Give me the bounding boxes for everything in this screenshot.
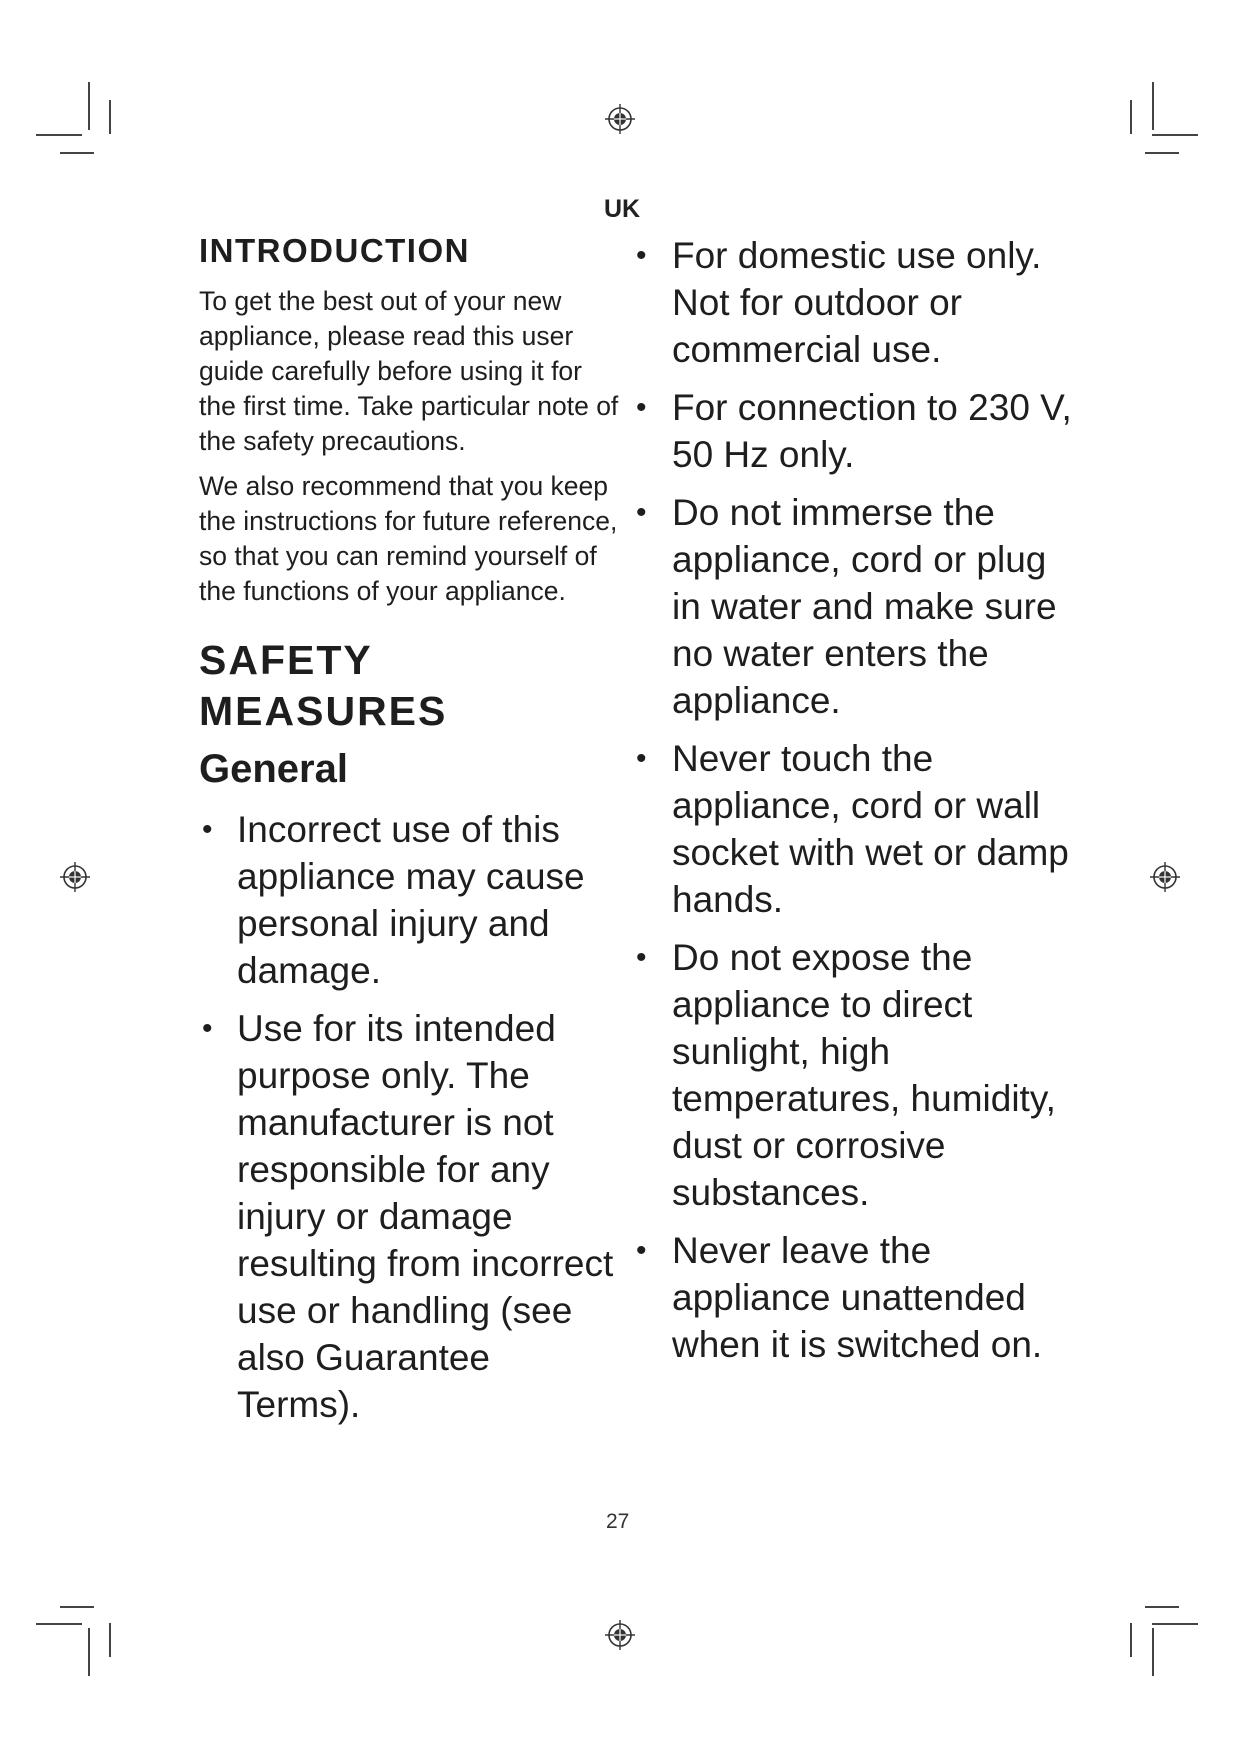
crop-mark (1152, 1628, 1154, 1676)
list-item-text: Never touch the appliance, cord or wall socket with wet or damp hands. (672, 738, 1069, 920)
list-item (630, 384, 1080, 478)
crop-mark (109, 100, 111, 134)
safety-list-left (199, 806, 619, 1428)
registration-mark-icon (605, 1620, 635, 1650)
right-column (630, 232, 1080, 1379)
list-item-text: For domestic use only. Not for outdoor or commercial use. (672, 235, 1042, 370)
crop-mark (1145, 1606, 1179, 1608)
bullet-icon: • (636, 496, 647, 529)
crop-mark (36, 1623, 82, 1625)
bullet-icon: • (202, 813, 213, 846)
safety-measures-heading: SAFETY MEASURES (199, 637, 448, 734)
list-item-text: Incorrect use of this appliance may cause personal injury and damage. (237, 809, 585, 991)
safety-list-right (630, 232, 1080, 1368)
crop-mark (1130, 1623, 1132, 1657)
list-item (630, 1227, 1080, 1368)
bullet-icon: • (202, 1012, 213, 1045)
crop-mark (1152, 134, 1198, 136)
intro-paragraph: To get the best out of your new appliance, please read this user guide carefully before using it for the first time. Take particular note of the safety precautions. (199, 286, 619, 456)
general-subheading: General (199, 747, 348, 791)
section-language-code: UK (604, 195, 641, 223)
list-item-text: Use for its intended purpose only. The manufacturer is not responsible for any injury or damage resulting from incorrect use or handling (see also Guarantee Terms). (237, 1008, 614, 1425)
bullet-icon: • (636, 1234, 647, 1267)
crop-mark (36, 134, 82, 136)
crop-mark (1145, 152, 1179, 154)
list-item-text: Never leave the appliance unattended when it is switched on. (672, 1230, 1043, 1365)
registration-mark-icon (1150, 862, 1180, 892)
list-item (630, 489, 1080, 724)
list-item-text: Do not expose the appliance to direct sunlight, high temperatures, humidity, dust or corrosive substances. (672, 937, 1056, 1213)
crop-mark (88, 1628, 90, 1676)
bullet-icon: • (636, 239, 647, 272)
bullet-icon: • (636, 941, 647, 974)
crop-mark (60, 152, 94, 154)
list-item-text: For connection to 230 V, 50 Hz only. (672, 387, 1072, 475)
crop-mark (1152, 1623, 1198, 1625)
page-number: 27 (606, 1510, 630, 1533)
bullet-icon: • (636, 742, 647, 775)
bullet-icon: • (636, 391, 647, 424)
crop-mark (1152, 82, 1154, 130)
list-item (630, 232, 1080, 373)
crop-mark (109, 1623, 111, 1657)
crop-mark (60, 1606, 94, 1608)
list-item (630, 934, 1080, 1216)
registration-mark-icon (605, 104, 635, 134)
list-item (199, 806, 619, 994)
crop-mark (88, 82, 90, 130)
left-column (199, 232, 619, 1439)
list-item (630, 735, 1080, 923)
list-item (199, 1005, 619, 1428)
intro-paragraph: We also recommend that you keep the instructions for future reference, so that you can remind yourself of the functions of your appliance. (199, 471, 618, 606)
crop-mark (1130, 100, 1132, 134)
introduction-heading: INTRODUCTION (199, 232, 470, 269)
registration-mark-icon (60, 862, 90, 892)
list-item-text: Do not immerse the appliance, cord or plug in water and make sure no water enters the appliance. (672, 492, 1057, 721)
